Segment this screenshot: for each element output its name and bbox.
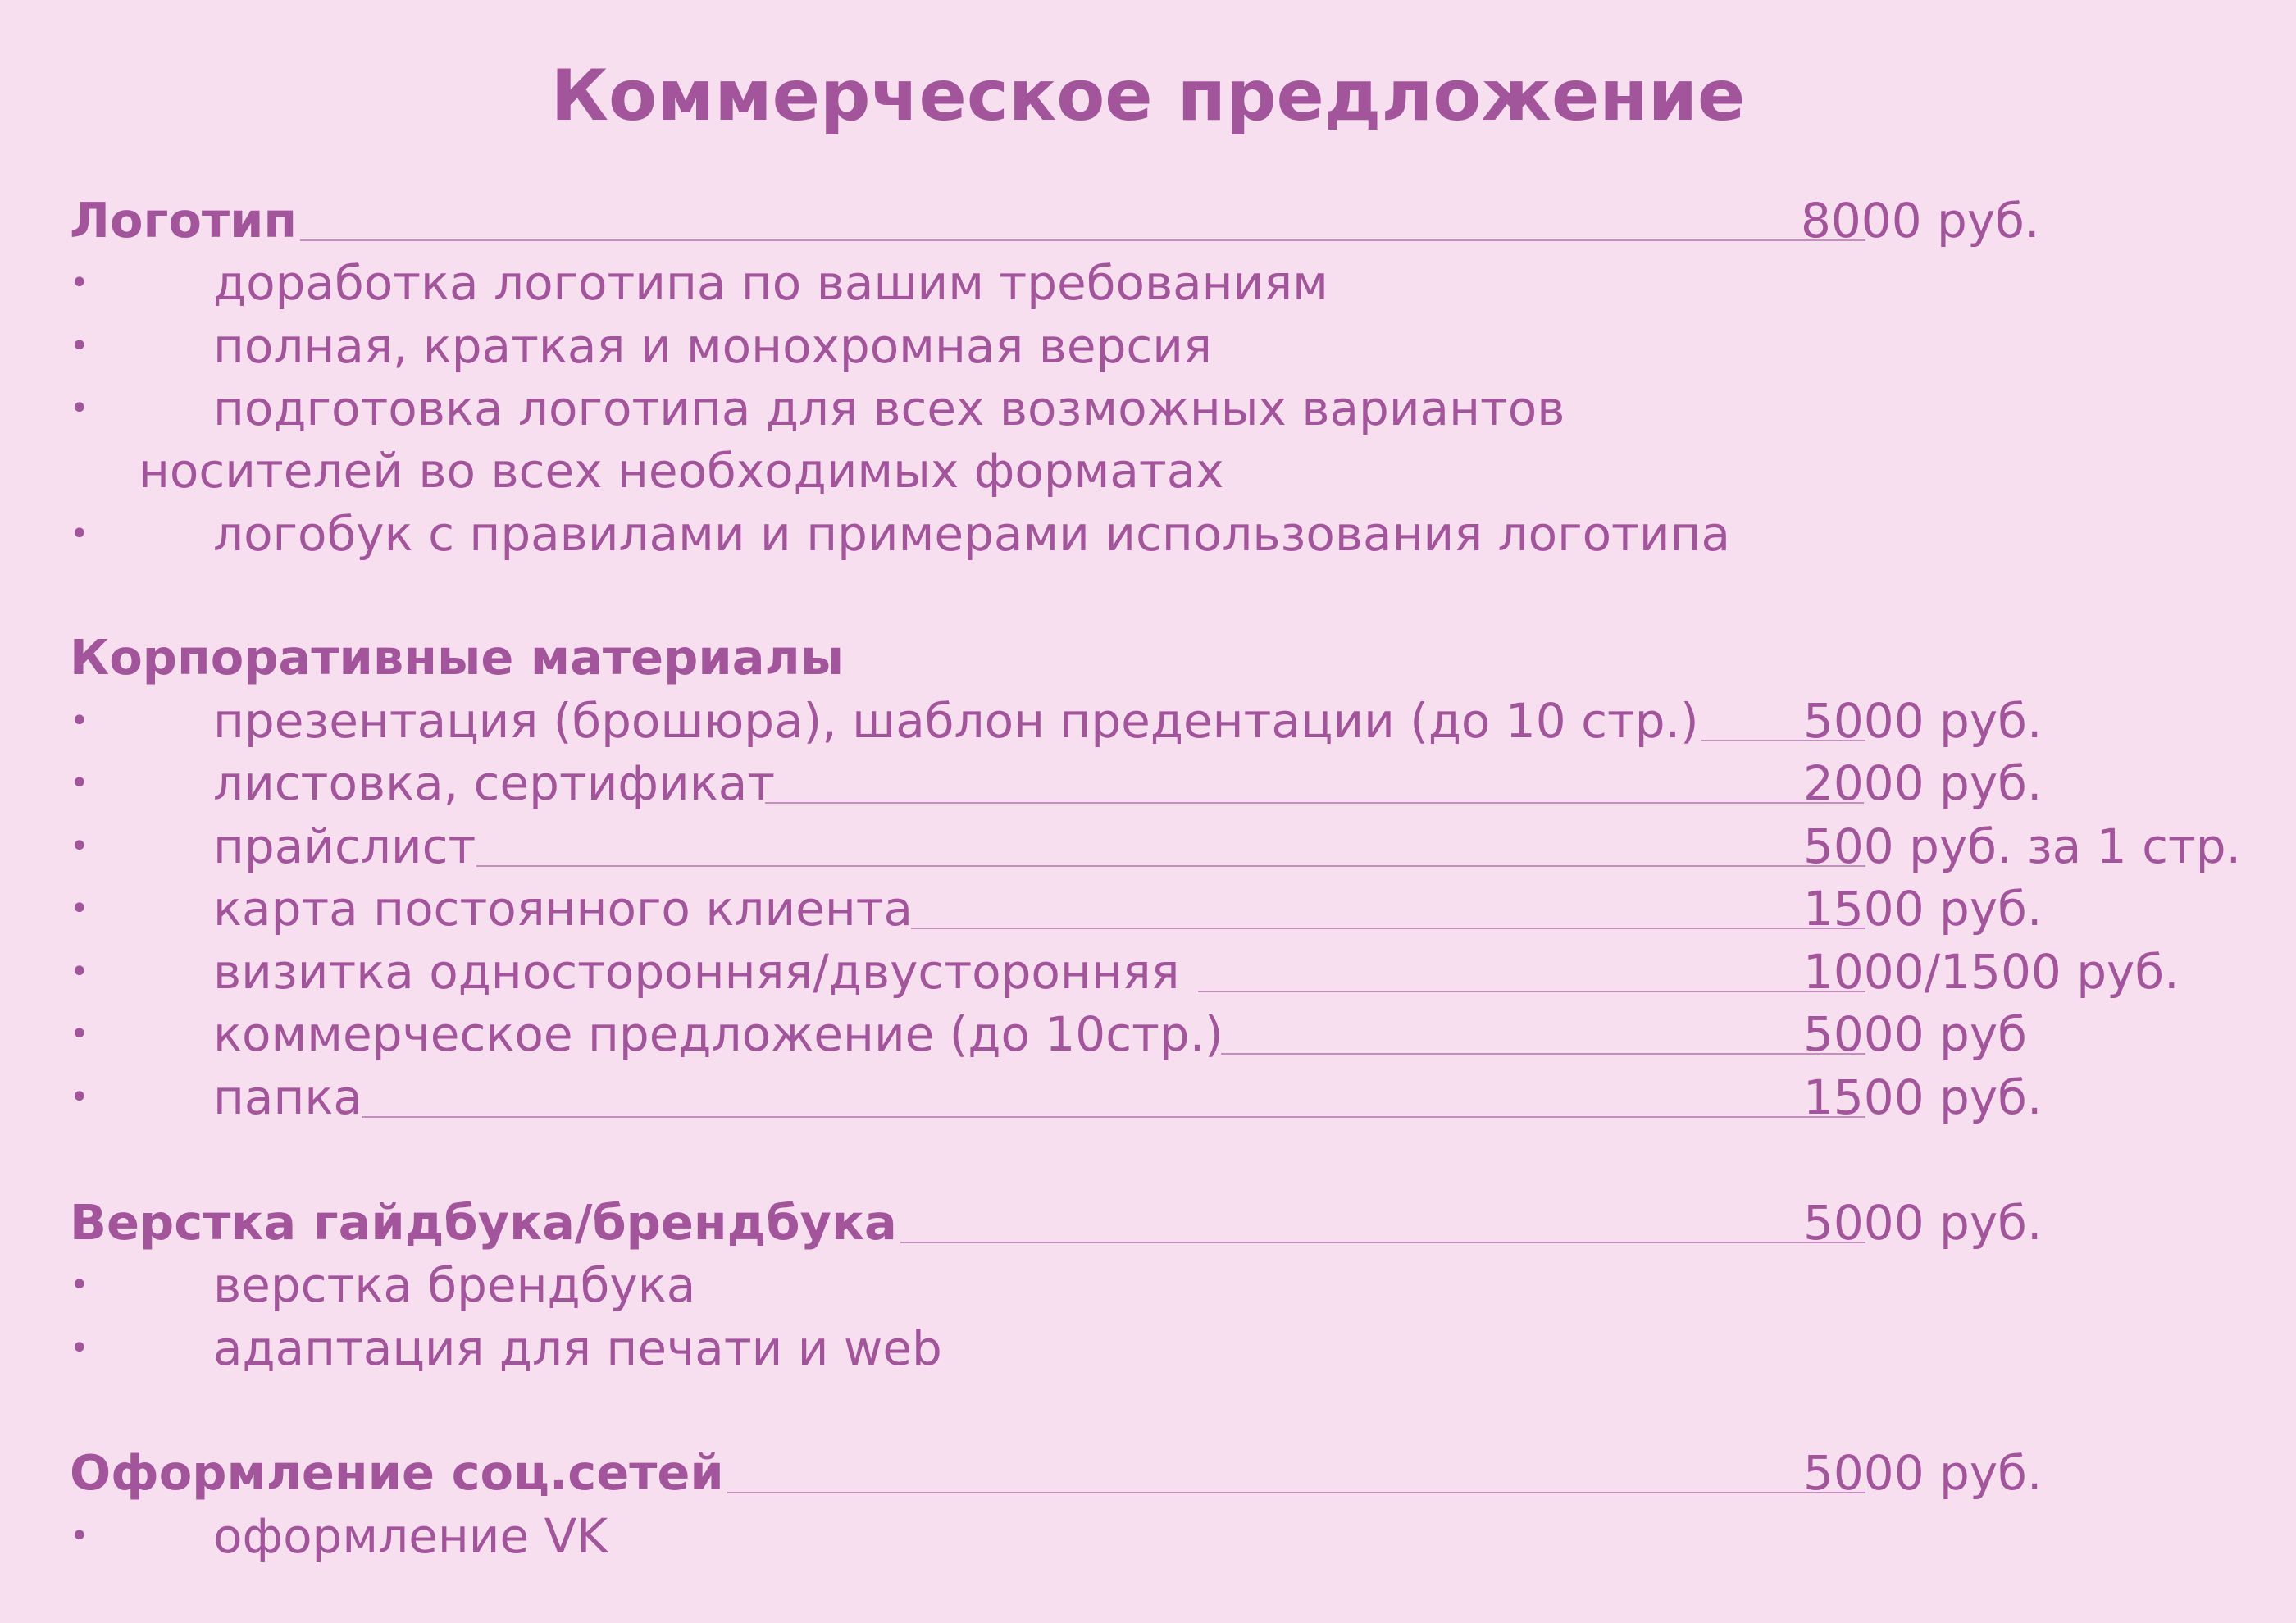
- item-text: полная, краткая и монохромная версия: [213, 318, 1212, 374]
- item-text: листовка, сертификат: [213, 755, 776, 811]
- price-list-item: [70, 1002, 2234, 1066]
- dotted-leader: [1221, 1053, 1866, 1055]
- list-item: [70, 1504, 2234, 1568]
- item-price: 1000/1500 руб.: [1803, 944, 2180, 1000]
- bullet-icon: •: [70, 953, 89, 991]
- bullet-icon: •: [70, 327, 89, 365]
- dotted-leader: [299, 239, 1866, 241]
- item-price: 2000 руб.: [1803, 755, 2043, 811]
- item-text: доработка логотипа по вашим требованиям: [213, 255, 1328, 311]
- list-item: [70, 502, 2234, 566]
- price-list-item: [70, 751, 2234, 815]
- section-title: Верстка гайдбука/брендбука: [70, 1191, 900, 1255]
- price-list-item: [70, 689, 2234, 753]
- item-text: верстка брендбука: [213, 1257, 696, 1313]
- item-text: карта постоянного клиента: [213, 881, 913, 937]
- item-text: папка: [213, 1069, 362, 1125]
- section-title: Оформление соц.сетей: [70, 1441, 727, 1505]
- dotted-leader: [911, 928, 1866, 929]
- price-list-item: [70, 940, 2234, 1004]
- list-item: [70, 314, 2234, 378]
- list-item: [70, 1253, 2234, 1317]
- item-text: визитка односторонняя/двусторонняя: [213, 944, 1180, 1000]
- section-price: 8000 руб.: [1801, 193, 2040, 248]
- section-title: Корпоративные материалы: [70, 626, 847, 690]
- bullet-icon: •: [70, 1266, 89, 1304]
- list-item: [70, 376, 2234, 440]
- item-text: подготовка логотипа для всех возможных вариантов: [213, 381, 1565, 436]
- section-heading-brandbook: [70, 1191, 2234, 1255]
- item-text: носителей во всех необходимых форматах: [139, 443, 1224, 499]
- price-list-item: [70, 1065, 2234, 1129]
- bullet-icon: •: [70, 515, 89, 553]
- price-list-item: [70, 814, 2242, 878]
- item-text: адаптация для печати и web: [213, 1320, 942, 1376]
- list-item-continuation: [70, 439, 2234, 503]
- price-list-item: [70, 877, 2234, 941]
- dotted-leader: [862, 1242, 1866, 1243]
- section-heading-social: [70, 1441, 2234, 1505]
- list-item: [70, 1316, 2234, 1380]
- dotted-leader: [709, 1492, 1866, 1493]
- item-price: 5000 руб: [1803, 1006, 2027, 1062]
- dotted-leader: [765, 802, 1864, 804]
- section-heading-corporate: [70, 626, 2234, 690]
- section-price: 5000 руб.: [1803, 1445, 2043, 1501]
- dotted-leader: [476, 865, 1866, 867]
- bullet-icon: •: [70, 764, 89, 802]
- bullet-icon: •: [70, 1015, 89, 1053]
- dotted-leader: [1198, 991, 1866, 992]
- item-price: 1500 руб.: [1803, 881, 2043, 937]
- section-heading-logo: [70, 189, 2234, 253]
- item-text: оформление VK: [213, 1508, 608, 1564]
- list-item: [70, 251, 2234, 315]
- item-text: прайслист: [213, 818, 476, 874]
- bullet-icon: •: [70, 890, 89, 928]
- item-price: 1500 руб.: [1803, 1069, 2043, 1125]
- bullet-icon: •: [70, 1329, 89, 1367]
- bullet-icon: •: [70, 390, 89, 427]
- bullet-icon: •: [70, 827, 89, 865]
- item-text: презентация (брошюра), шаблон предентации (до 10 стр.): [213, 693, 1699, 749]
- item-price: 5000 руб.: [1803, 693, 2043, 749]
- item-text: логобук с правилами и примерами использования логотипа: [213, 506, 1730, 562]
- item-text: коммерческое предложение (до 10стр.): [213, 1006, 1223, 1062]
- bullet-icon: •: [70, 702, 89, 740]
- section-price: 5000 руб.: [1803, 1195, 2043, 1251]
- bullet-icon: •: [70, 1078, 89, 1116]
- item-price: 500 руб. за 1 стр.: [1803, 818, 2242, 874]
- bullet-icon: •: [70, 1517, 89, 1555]
- section-title: Логотип: [70, 189, 300, 253]
- page-title: Коммерческое предложение: [550, 55, 1746, 137]
- dotted-leader: [362, 1116, 1866, 1118]
- bullet-icon: •: [70, 264, 89, 302]
